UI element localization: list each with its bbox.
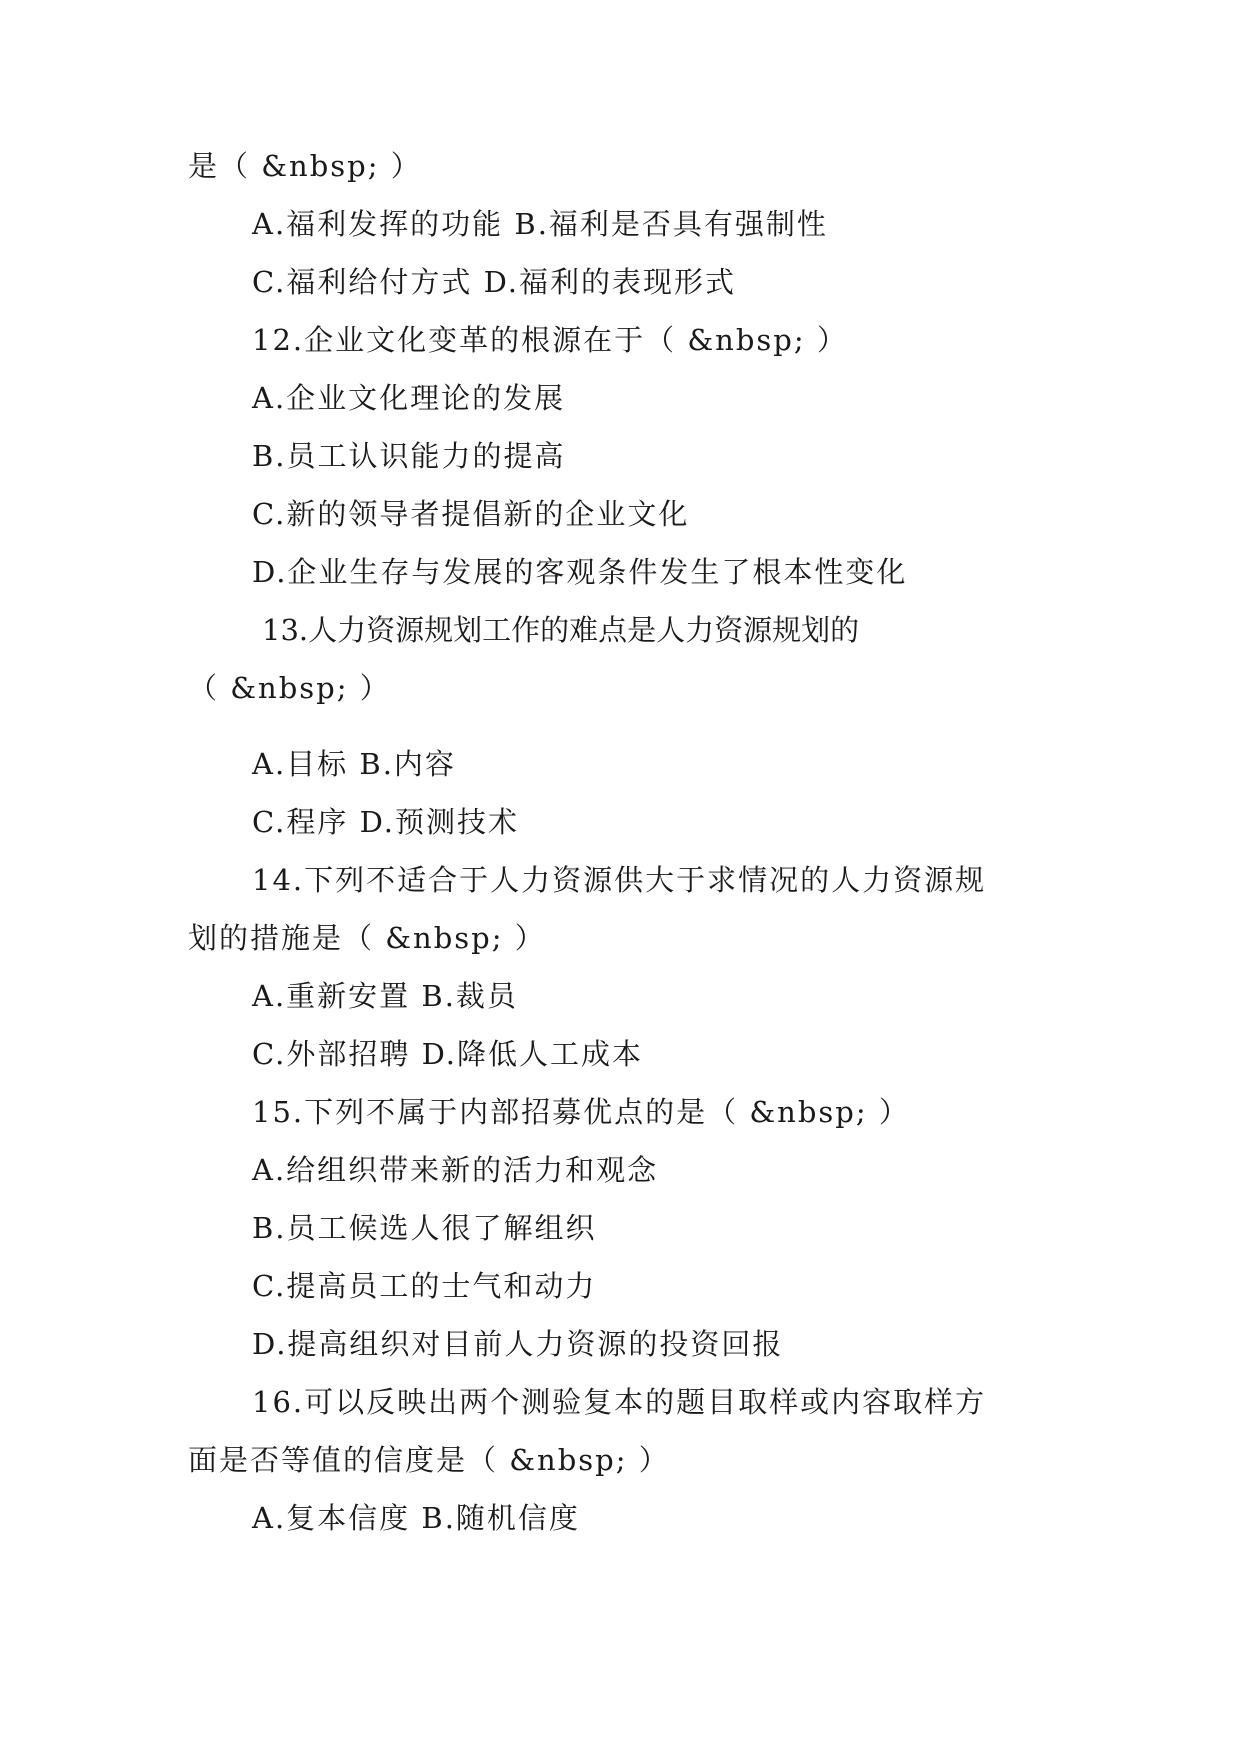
question-12-stem: 12.企业文化变革的根源在于（ &nbsp; ） — [252, 323, 848, 357]
question-15-option-a: A.给组织带来新的活力和观念 — [252, 1153, 659, 1187]
question-11-options-ab: A.福利发挥的功能 B.福利是否具有强制性 — [252, 207, 828, 241]
question-12-option-d: D.企业生存与发展的客观条件发生了根本性变化 — [252, 555, 908, 589]
question-12-option-a: A.企业文化理论的发展 — [252, 381, 566, 415]
question-11-options-cd: C.福利给付方式 D.福利的表现形式 — [252, 265, 737, 299]
question-15-stem: 15.下列不属于内部招募优点的是（ &nbsp; ） — [252, 1095, 910, 1129]
question-12-option-c: C.新的领导者提倡新的企业文化 — [252, 497, 690, 531]
question-13-options-cd: C.程序 D.预测技术 — [252, 805, 520, 839]
question-14-stem-continuation: 划的措施是（ &nbsp; ） — [188, 921, 546, 955]
question-12-option-b: B.员工认识能力的提高 — [252, 439, 566, 473]
question-15-option-b: B.员工候选人很了解组织 — [252, 1211, 597, 1245]
question-16-stem-continuation: 面是否等值的信度是（ &nbsp; ） — [188, 1443, 670, 1477]
question-15-option-c: C.提高员工的士气和动力 — [252, 1269, 597, 1303]
question-14-stem: 14.下列不适合于人力资源供大于求情况的人力资源规 — [252, 863, 987, 897]
question-13-options-ab: A.目标 B.内容 — [252, 747, 456, 781]
question-16-stem: 16.可以反映出两个测验复本的题目取样或内容取样方 — [252, 1385, 987, 1419]
question-13-stem-text: 13.人力资源规划工作的难点是人力资源规划的 — [262, 613, 860, 647]
question-16-options-ab: A.复本信度 B.随机信度 — [252, 1501, 580, 1535]
question-14-options-ab: A.重新安置 B.裁员 — [252, 979, 518, 1013]
question-13-stem — [262, 612, 1042, 648]
question-13-stem-continuation: （ &nbsp; ） — [188, 671, 391, 705]
question-15-option-d: D.提高组织对目前人力资源的投资回报 — [252, 1327, 784, 1361]
question-14-options-cd: C.外部招聘 D.降低人工成本 — [252, 1037, 644, 1071]
question-11-continuation: 是（ &nbsp; ） — [188, 149, 422, 183]
